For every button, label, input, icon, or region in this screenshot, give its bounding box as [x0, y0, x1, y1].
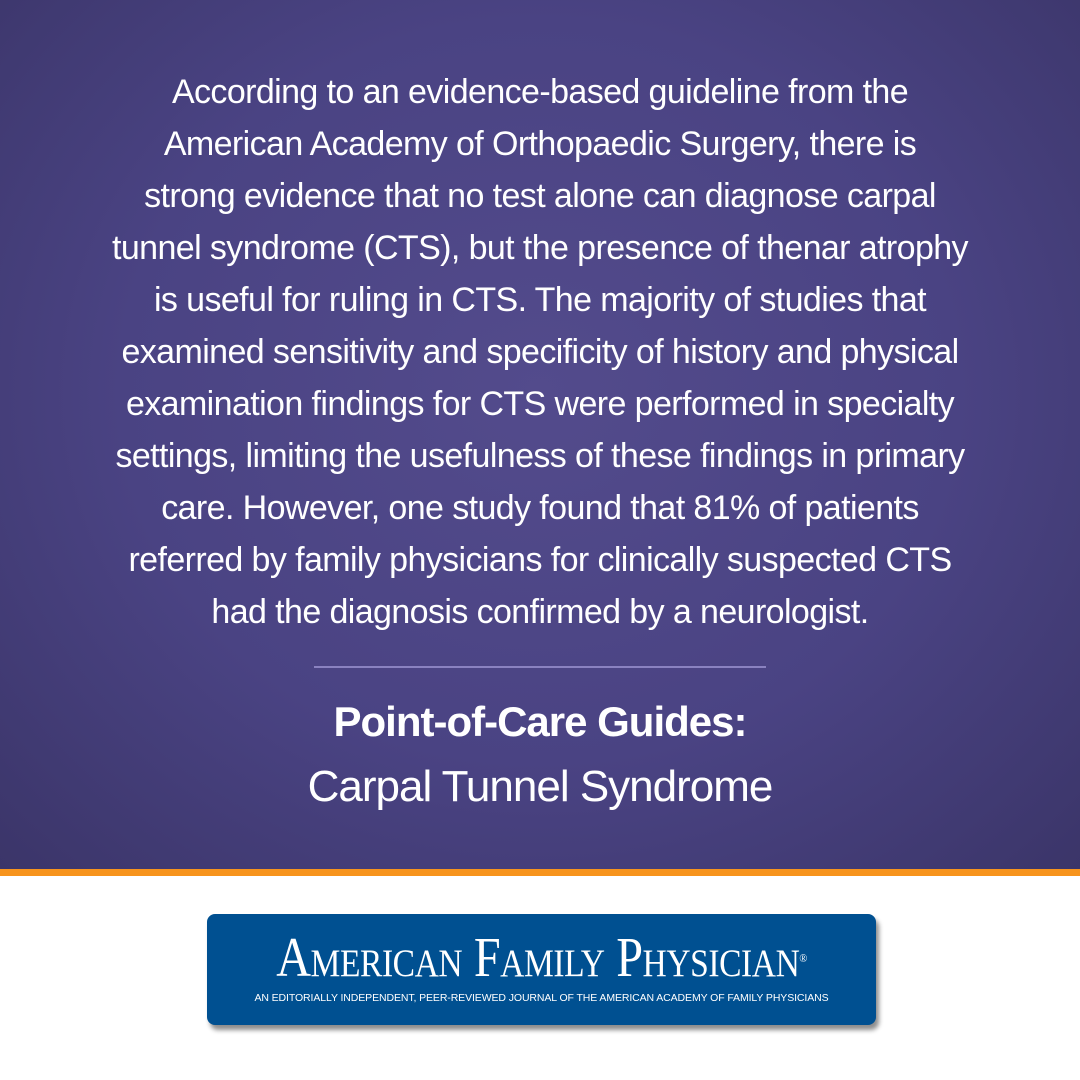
- guide-title: Point-of-Care Guides:: [333, 698, 747, 745]
- body-line: is useful for ruling in CTS. The majority of studies that: [153, 281, 927, 319]
- logo-tagline: AN EDITORIALLY INDEPENDENT, PEER-REVIEWED JOURNAL OF THE AMERICAN ACADEMY OF FAMILY PHYSICIANS: [254, 992, 829, 1004]
- afp-logo: [207, 914, 876, 1025]
- body-line: settings, limiting the usefulness of these findings in primary: [115, 437, 965, 475]
- body-line: According to an evidence-based guideline from the: [171, 73, 909, 111]
- body-text: [40, 66, 1040, 638]
- divider: [314, 666, 766, 668]
- body-line: examined sensitivity and specificity of history and physical: [121, 333, 959, 371]
- logo-name: American Family Physician: [276, 927, 800, 989]
- body-line: strong evidence that no test alone can diagnose carpal: [144, 177, 936, 215]
- body-line: care. However, one study found that 81% of patients: [161, 489, 919, 527]
- body-line: had the diagnosis confirmed by a neurologist.: [211, 593, 869, 631]
- body-line: American Academy of Orthopaedic Surgery, there is: [163, 125, 917, 163]
- body-line: tunnel syndrome (CTS), but the presence of thenar atrophy: [112, 229, 968, 267]
- accent-bar: [0, 869, 1080, 876]
- body-line: examination findings for CTS were performed in specialty: [125, 385, 955, 423]
- guide-subtitle: Carpal Tunnel Syndrome: [307, 762, 773, 811]
- body-line: referred by family physicians for clinically suspected CTS: [128, 541, 952, 579]
- registered-mark: ®: [799, 951, 807, 965]
